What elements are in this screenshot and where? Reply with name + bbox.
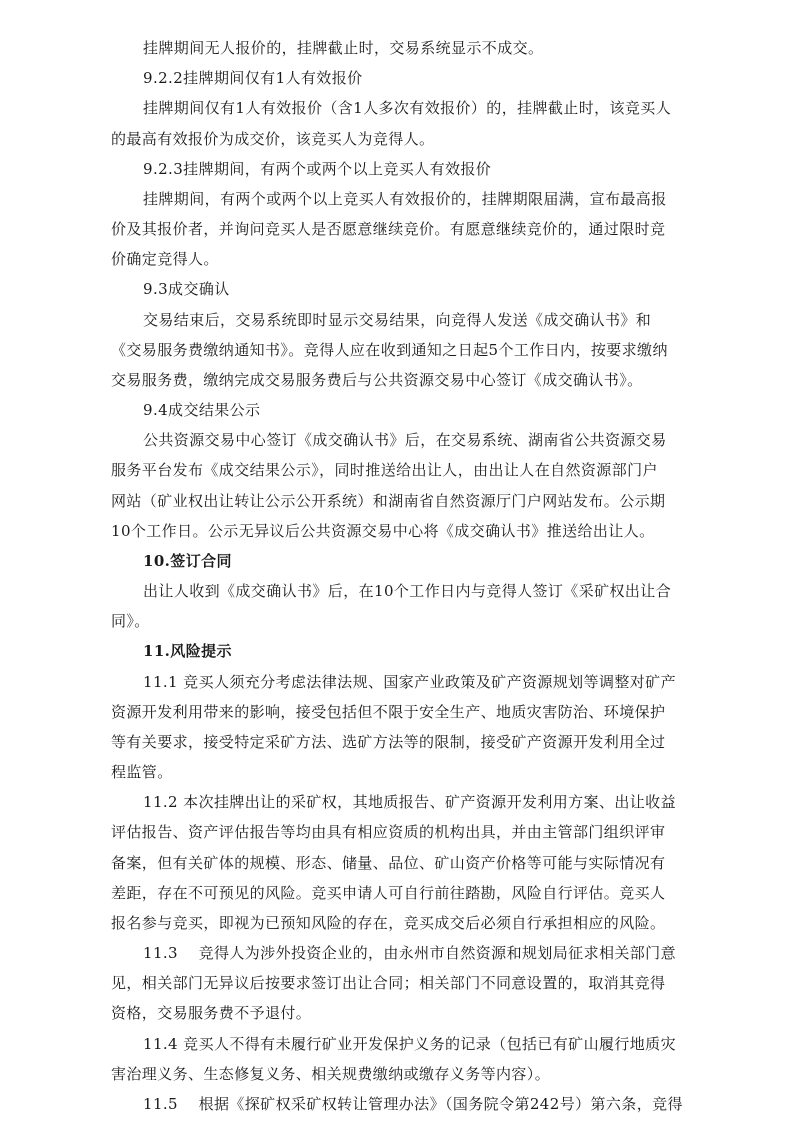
paragraph-text: 出让人收到《成交确认书》后，在10个工作日内与竞得人签订《采矿权出让合 <box>143 582 672 600</box>
paragraph-text: 等有关要求，接受特定采矿方法、选矿方法等的限制，接受矿产资源开发利用全过 <box>111 733 666 751</box>
paragraph-text: 价及其报价者，并询问竞买人是否愿意继续竞价。有愿意继续竞价的，通过限时竞 <box>111 220 666 238</box>
paragraph-text: 10个工作日。公示无异议后公共资源交易中心将《成交确认书》推送给出让人。 <box>111 522 655 540</box>
paragraph-text: 公共资源交易中心签订《成交确认书》后，在交易系统、湖南省公共资源交易 <box>143 431 667 449</box>
paragraph-text: 11.5 根据《探矿权采矿权转让管理办法》（国务院令第242号）第六条，竞得 <box>143 1095 683 1113</box>
paragraph-text: 同》。 <box>111 612 150 630</box>
paragraph-text: 交易结束后，交易系统即时显示交易结果，向竞得人发送《成交确认书》和 <box>143 311 652 329</box>
paragraph-text: 交易服务费，缴纳完成交易服务费后与公共资源交易中心签订《成交确认书》。 <box>111 371 643 389</box>
section-heading-9-2-3: 9.2.3挂牌期间，有两个或两个以上竞买人有效报价 <box>143 160 492 178</box>
paragraph-text: 差距，存在不可预见的风险。竞买申请人可自行前往踏勘，风险自行评估。竞买人 <box>111 884 666 902</box>
section-heading-10: 10.签订合同 <box>143 552 232 570</box>
paragraph-text: 资格，交易服务费不予退付。 <box>111 1004 312 1022</box>
paragraph-text: 害治理义务、生态修复义务、相关规费缴纳或缴存义务等内容）。 <box>111 1065 551 1083</box>
paragraph-text: 见，相关部门无异议后按要求签订出让合同；相关部门不同意设置的，取消其竞得 <box>111 974 666 992</box>
section-heading-9-4: 9.4成交结果公示 <box>143 401 261 419</box>
paragraph-text: 11.3 竞得人为涉外投资企业的，由永州市自然资源和规划局征求相关部门意 <box>143 944 676 962</box>
paragraph-text: 价确定竞得人。 <box>111 250 219 268</box>
paragraph-text: 《交易服务费缴纳通知书》。竞得人应在收到通知之日起5个工作日内，按要求缴纳 <box>111 341 668 359</box>
paragraph-text: 服务平台发布《成交结果公示》，同时推送给出让人，由出让人在自然资源部门户 <box>111 461 658 479</box>
paragraph-text: 11.1 竞买人须充分考虑法律法规、国家产业政策及矿产资源规划等调整对矿产 <box>143 673 676 691</box>
section-heading-9-3: 9.3成交确认 <box>143 280 230 298</box>
section-heading-11: 11.风险提示 <box>143 642 232 660</box>
paragraph-text: 资源开发利用带来的影响，接受包括但不限于安全生产、地质灾害防治、环境保护 <box>111 703 666 721</box>
paragraph-text: 挂牌期间仅有1人有效报价（含1人多次有效报价）的，挂牌截止时，该竞买人 <box>143 99 672 117</box>
paragraph-text: 11.4 竞买人不得有未履行矿业开发保护义务的记录（包括已有矿山履行地质灾 <box>143 1035 676 1053</box>
paragraph-text: 挂牌期间无人报价的，挂牌截止时，交易系统显示不成交。 <box>143 39 544 57</box>
paragraph-text: 挂牌期间，有两个或两个以上竞买人有效报价的，挂牌期限届满，宣布最高报 <box>143 190 667 208</box>
paragraph-text: 评估报告、资产评估报告等均由具有相应资质的机构出具，并由主管部门组织评审 <box>111 823 666 841</box>
paragraph-text: 网站（矿业权出让转让公示公开系统）和湖南省自然资源厅门户网站发布。公示期 <box>111 492 666 510</box>
paragraph-text: 11.2 本次挂牌出让的采矿权，其地质报告、矿产资源开发利用方案、出让收益 <box>143 793 676 811</box>
section-heading-9-2-2: 9.2.2挂牌期间仅有1人有效报价 <box>143 69 363 87</box>
paragraph-text: 报名参与竞买，即视为已预知风险的存在，竞买成交后必须自行承担相应的风险。 <box>111 914 666 932</box>
paragraph-text: 的最高有效报价为成交价，该竞买人为竞得人。 <box>111 130 435 148</box>
paragraph-text: 程监管。 <box>111 763 173 781</box>
paragraph-text: 备案，但有关矿体的规模、形态、储量、品位、矿山资产价格等可能与实际情况有 <box>111 854 666 872</box>
